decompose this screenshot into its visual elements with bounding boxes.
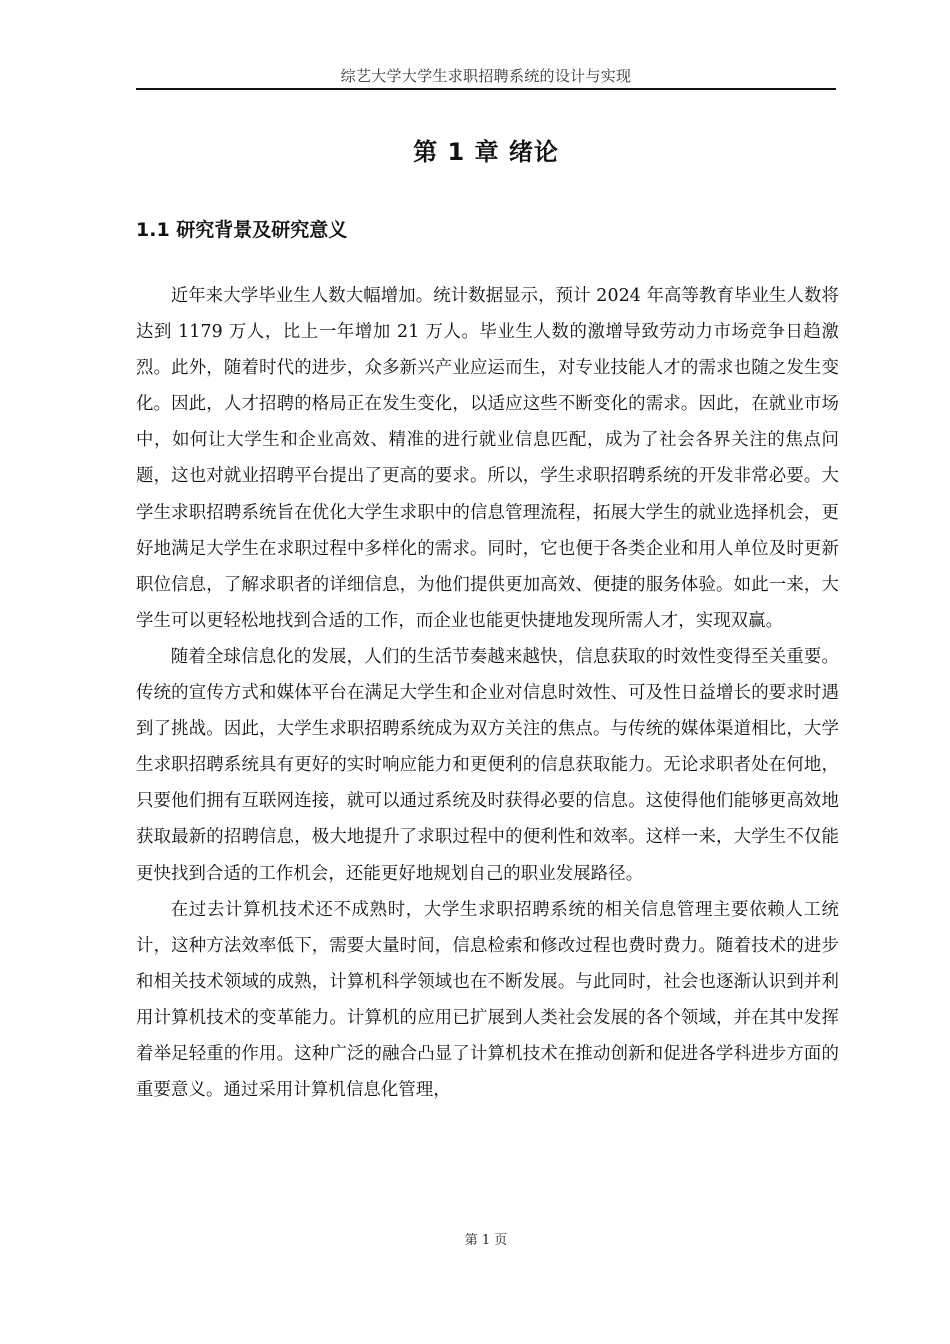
- running-header-title: 综艺大学大学生求职招聘系统的设计与实现: [340, 67, 632, 85]
- paragraph-2: 随着全球信息化的发展，人们的生活节奏越来越快，信息获取的时效性变得至关重要。传统的宣传方式和媒体平台在满足大学生和企业对信息时效性、可及性日益增长的要求时遇到了挑战。因此，大学生求职招聘系统成为双方关注的焦点。与传统的媒体渠道相比，大学生求职招聘系统具有更好的实时响应能力和更便利的信息获取能力。无论求职者处在何地，只要他们拥有互联网连接，就可以通过系统及时获得必要的信息。这使得他们能够更高效地获取最新的招聘信息，极大地提升了求职过程中的便利性和效率。这样一来，大学生不仅能更快找到合适的工作机会，还能更好地规划自己的职业发展路径。: [136, 646, 839, 884]
- chapter-title: 第 1 章 绪论: [413, 138, 559, 166]
- body-text: [136, 278, 839, 1108]
- header-divider: [136, 88, 836, 90]
- section-heading: 1.1 研究背景及研究意义: [136, 219, 348, 241]
- paragraph-1: 近年来大学毕业生人数大幅增加。统计数据显示，预计 2024 年高等教育毕业生人数将达到 1179 万人，比上一年增加 21 万人。毕业生人数的激增导致劳动力市场竞争日趋激烈。此外，随着时代的进步，众多新兴产业应运而生，对专业技能人才的需求也随之发生变化。因此，人才招聘的格局正在发生变化，以适应这些不断变化的需求。因此，在就业市场中，如何让大学生和企业高效、精准的进行就业信息匹配，成为了社会各界关注的焦点问题，这也对就业招聘平台提出了更高的要求。所以，学生求职招聘系统的开发非常必要。大学生求职招聘系统旨在优化大学生求职中的信息管理流程，拓展大学生的就业选择机会，更好地满足大学生在求职过程中多样化的需求。同时，它也便于各类企业和用人单位及时更新职位信息，了解求职者的详细信息，为他们提供更加高效、便捷的服务体验。如此一来，大学生可以更轻松地找到合适的工作，而企业也能更快捷地发现所需人才，实现双赢。: [136, 286, 839, 631]
- page-number: 第 1 页: [464, 1233, 508, 1248]
- paragraph-3: 在过去计算机技术还不成熟时，大学生求职招聘系统的相关信息管理主要依赖人工统计，这种方法效率低下，需要大量时间，信息检索和修改过程也费时费力。随着技术的进步和相关技术领域的成熟，计算机科学领域也在不断发展。与此同时，社会也逐渐认识到并利用计算机技术的变革能力。计算机的应用已扩展到人类社会发展的各个领域，并在其中发挥着举足轻重的作用。这种广泛的融合凸显了计算机技术在推动创新和促进各学科进步方面的重要意义。通过采用计算机信息化管理，: [136, 899, 839, 1101]
